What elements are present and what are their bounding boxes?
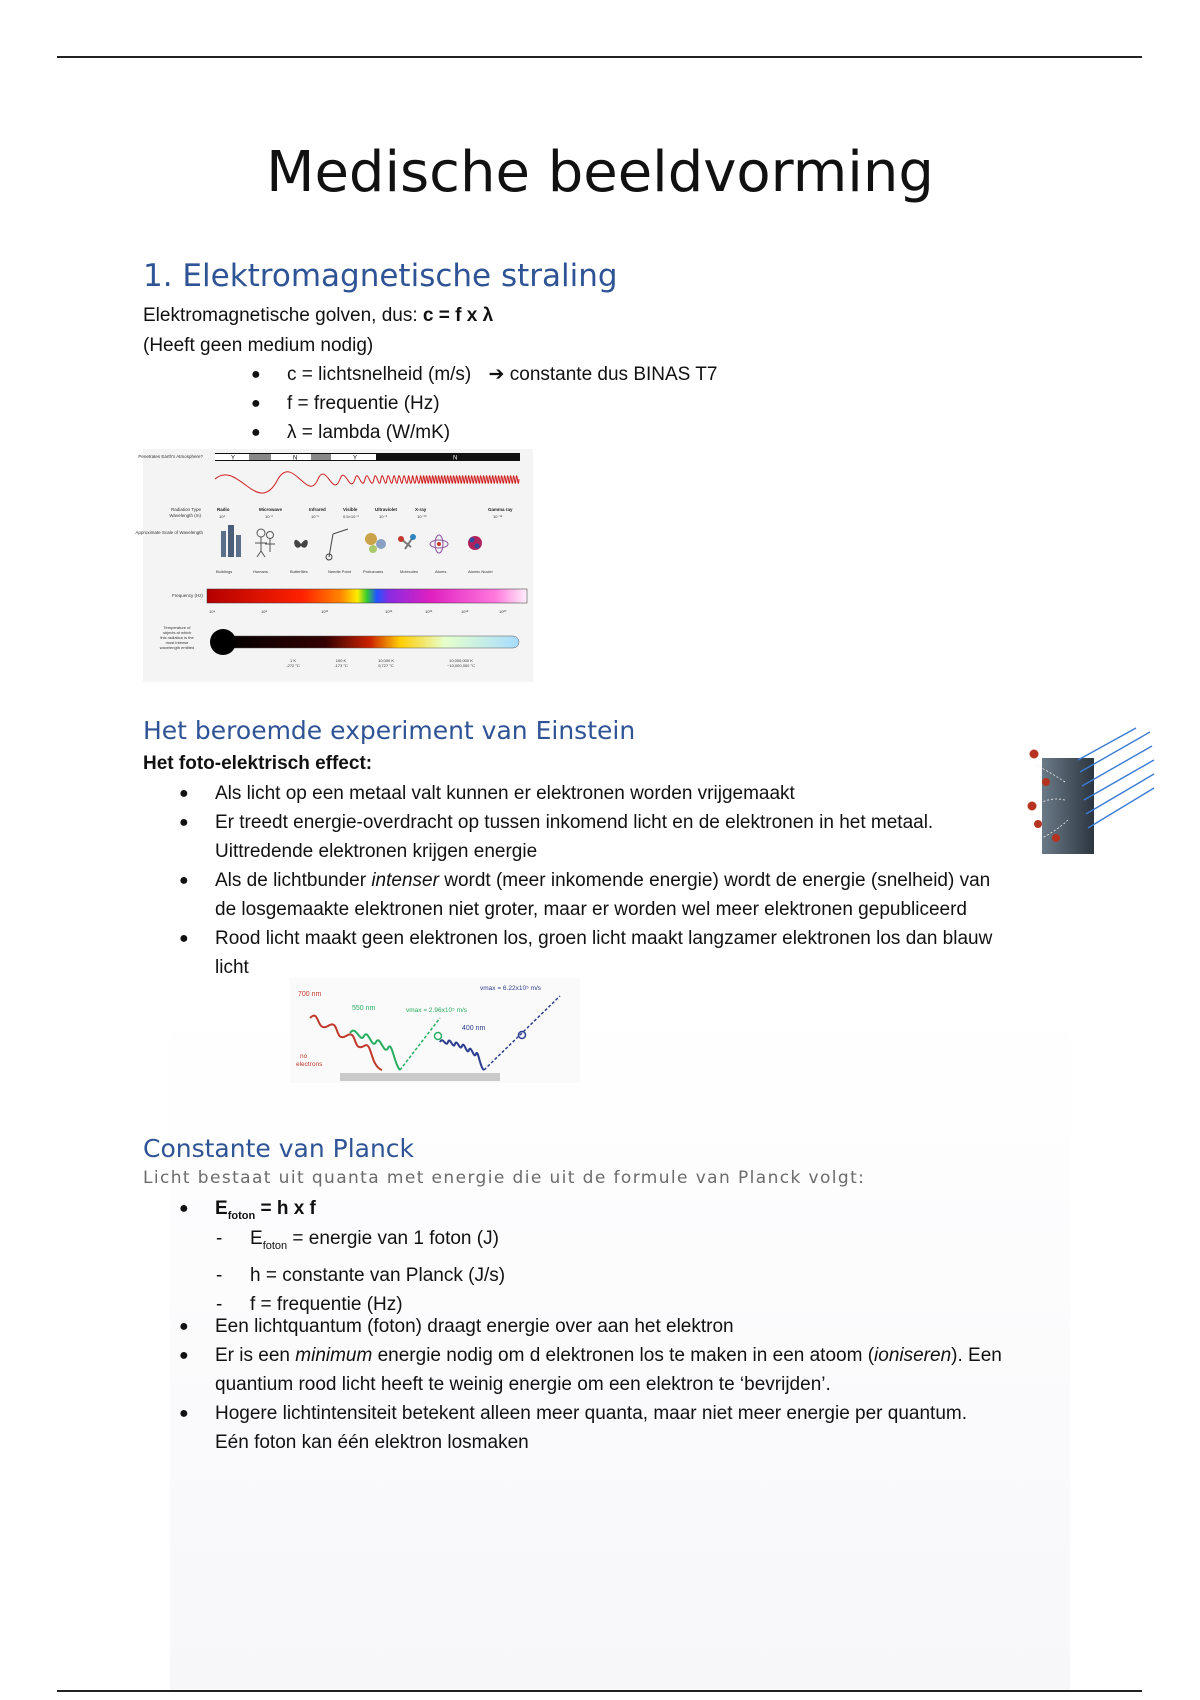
label-scale: Approximate Scale of Wavelength	[135, 530, 203, 535]
freq-1: 10⁸	[261, 609, 268, 614]
wl-2: 10⁻⁵	[311, 514, 320, 519]
list-item: ● Als licht op een metaal valt kunnen er elektronen worden vrijgemaakt	[179, 783, 795, 804]
temp-1k: 1 K -272 °C	[286, 658, 300, 668]
wl-0: 10³	[219, 514, 225, 519]
label-no-electrons: no electrons	[296, 1053, 323, 1068]
photoelectric-subheading: Het foto-elektrisch effect:	[143, 753, 373, 774]
wl-1: 10⁻²	[265, 514, 273, 519]
list-item: ● Er treedt energie-overdracht op tussen inkomend licht en de elektronen in het metaal. Uittredende elektronen krijgen energie	[179, 812, 934, 862]
list-item: ● Hogere lichtintensiteit betekent alleen meer quanta, maar niet meer energie per quantum. Eén foton kan één elektron losmaken	[179, 1403, 967, 1453]
atmo-n2: N	[453, 455, 458, 462]
medium-note: (Heeft geen medium nodig)	[143, 335, 374, 356]
list-item: - h = constante van Planck (J/s)	[216, 1264, 506, 1286]
label-temperature: Temperature of objects at which this radiation is the most intense wavelength emitted	[159, 625, 195, 650]
planck-definitions	[216, 1224, 1050, 1319]
freq-5: 10¹⁸	[461, 609, 469, 614]
label-frequency: Frequency (Hz)	[171, 593, 203, 598]
list-item: - $E_{foton}$ = energie van 1 foton (J)	[216, 1228, 499, 1252]
label-atmosphere: Penetrates Earth's Atmosphere?	[138, 454, 203, 459]
label-vmax-blue: vmax = 6.22x10⁵ m/s	[480, 985, 542, 992]
metal-plate-illustration	[1020, 722, 1155, 862]
scale-molecules: Molecules	[400, 569, 419, 574]
wl-3: 0.5×10⁻⁶	[343, 514, 360, 519]
binas-note: constante dus BINAS T7	[509, 364, 718, 385]
em-spectrum-figure	[135, 449, 533, 682]
list-item: ● Een lichtquantum (foton) draagt energie over aan het elektron	[179, 1316, 734, 1337]
list-item: ● f = frequentie (Hz)	[251, 393, 440, 414]
atmo-y2: Y	[353, 455, 358, 462]
formula-line	[143, 302, 493, 330]
freq-2: 10¹²	[321, 609, 329, 614]
list-item: - f = frequentie (Hz)	[216, 1293, 403, 1315]
quantum-list	[179, 1312, 1075, 1457]
photoelectric-list	[179, 779, 1075, 982]
formula: c = f x λ	[422, 305, 494, 326]
section-heading-em: 1. Elektromagnetische straling	[143, 258, 618, 294]
label-700nm: 700 nm	[298, 991, 322, 998]
scale-humans: Humans	[253, 569, 268, 574]
freq-0: 10⁴	[209, 609, 216, 614]
freq-4: 10¹⁶	[425, 609, 433, 614]
label-550nm: 550 nm	[352, 1005, 376, 1012]
scale-nuclei: Atomic Nuclei	[468, 569, 493, 574]
em-definitions	[251, 360, 718, 447]
temp-100k: 100 K -173 °C	[334, 658, 348, 668]
freq-6: 10²⁰	[499, 609, 507, 614]
planck-intro: Licht bestaat uit quanta met energie die uit de formule van Planck volgt:	[143, 1168, 866, 1188]
list-item: ● Als de lichtbunder intenser wordt (meer inkomende energie) wordt de energie (snelheid) van de losgemaakte elektronen niet groter, maar er worden wel meer elektronen gepubliceerd	[179, 870, 991, 920]
wl-4: 10⁻⁸	[379, 514, 388, 519]
type-infrared: Infrared	[309, 507, 326, 512]
label-400nm: 400 nm	[462, 1025, 486, 1032]
formula-prefix: Elektromagnetische golven, dus:	[143, 305, 423, 326]
list-item: ● λ = lambda (W/mK)	[251, 422, 451, 443]
label-wavelength: Wavelength (m)	[169, 513, 201, 518]
arrow-icon: ➔	[488, 364, 505, 385]
wl-6: 10⁻¹²	[493, 514, 503, 519]
atmo-n1: N	[293, 455, 298, 462]
scale-needle: Needle Point	[328, 569, 351, 574]
list-item: ● c = lichtsnelheid (m/s) ➔ constante dus BINAS T7	[251, 364, 718, 385]
scale-protozoans: Protozoans	[363, 569, 384, 574]
type-microwave: Microwave	[259, 507, 283, 512]
list-item: ● Rood licht maakt geen elektronen los, groen licht maakt langzamer elektronen los dan blauw licht	[179, 928, 993, 978]
label-radiation-type: Radiation Type	[171, 507, 201, 512]
type-gamma: Gamma ray	[488, 507, 513, 512]
wl-5: 10⁻¹⁰	[417, 514, 427, 519]
type-ultraviolet: Ultraviolet	[375, 507, 398, 512]
freq-3: 10¹⁵	[385, 609, 393, 614]
section-heading-einstein: Het beroemde experiment van Einstein	[143, 716, 636, 745]
scale-buildings: Buildings	[216, 569, 233, 574]
list-item: ● $E_{foton} = h$ x f	[179, 1198, 316, 1222]
section-heading-planck: Constante van Planck	[143, 1134, 415, 1163]
footer-rule	[57, 1690, 1142, 1692]
temp-10000k: 10,000 K 9,727 °C	[377, 658, 395, 668]
type-xray: X-ray	[415, 507, 427, 512]
scale-butterflies: Butterflies	[290, 569, 308, 574]
atmo-y1: Y	[231, 455, 236, 462]
type-radio: Radio	[217, 507, 230, 512]
temp-10m: 10,000,000 K ~10,000,000 °C	[447, 658, 475, 668]
header-rule	[57, 56, 1142, 58]
type-visible: Visible	[343, 507, 358, 512]
scale-atoms: Atoms	[435, 569, 447, 574]
list-item: ● Er is een minimum energie nodig om d elektronen los te maken in een atoom (ioniseren). Een quantium rood licht heeft te weinig energie om een elektron te ‘bevrijden’.	[179, 1345, 1002, 1395]
label-vmax-green: vmax = 2.96x10⁵ m/s	[406, 1007, 468, 1014]
page-title: Medische beeldvorming	[266, 140, 934, 205]
photoelectric-diagram	[290, 978, 580, 1083]
